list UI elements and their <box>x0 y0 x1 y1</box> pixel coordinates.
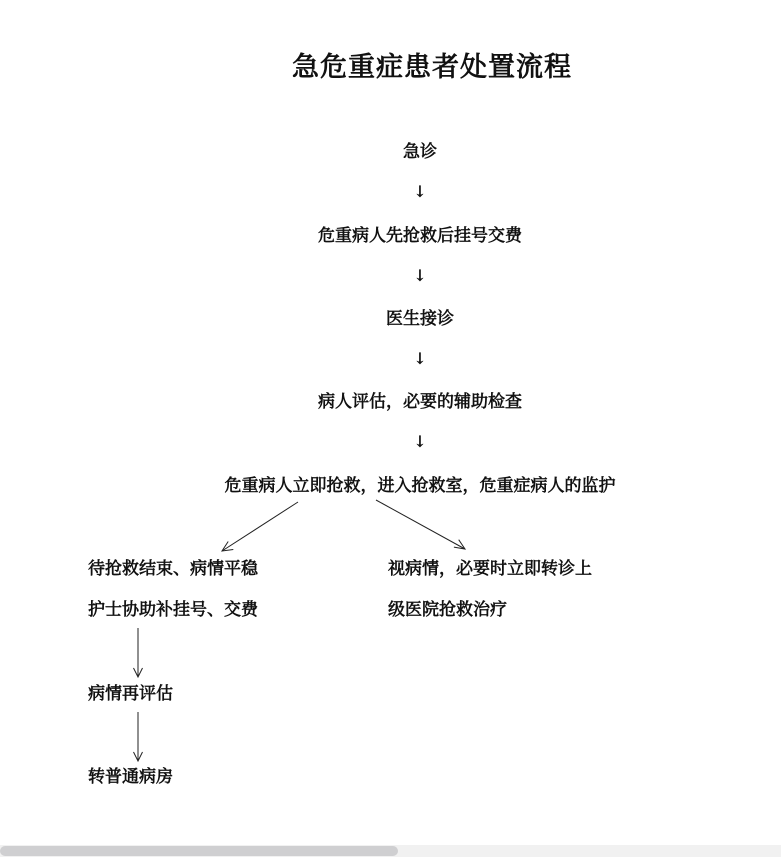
down-arrow-icon: ↓ <box>413 266 427 285</box>
branch-arrow-right <box>376 500 465 549</box>
flow-step-emergency: 急诊 <box>403 142 437 162</box>
flow-step-doctor-admission: 医生接诊 <box>386 309 454 329</box>
down-arrow-left-1 <box>134 628 143 677</box>
page-title: 急危重症患者处置流程 <box>292 52 572 83</box>
left-branch-line-2: 护士协助补挂号、交费 <box>88 600 258 620</box>
down-arrow-icon: ↓ <box>413 349 427 368</box>
right-branch-line-2: 级医院抢救治疗 <box>388 600 507 620</box>
left-branch-transfer-ward: 转普通病房 <box>88 767 173 787</box>
left-branch-line-1: 待抢救结束、病情平稳 <box>88 559 258 579</box>
flow-step-assessment: 病人评估，必要的辅助检查 <box>318 392 522 412</box>
flow-step-immediate-rescue: 危重病人立即抢救，进入抢救室，危重症病人的监护 <box>224 476 616 496</box>
branch-arrow-left <box>222 502 298 551</box>
down-arrow-icon: ↓ <box>413 182 427 201</box>
flow-step-rescue-first: 危重病人先抢救后挂号交费 <box>318 226 522 246</box>
down-arrow-icon: ↓ <box>413 432 427 451</box>
down-arrow-left-2 <box>134 712 143 761</box>
horizontal-scrollbar[interactable] <box>0 845 781 857</box>
scrollbar-thumb[interactable] <box>0 846 398 856</box>
right-branch-line-1: 视病情，必要时立即转诊上 <box>388 559 592 579</box>
left-branch-reassessment: 病情再评估 <box>88 684 173 704</box>
